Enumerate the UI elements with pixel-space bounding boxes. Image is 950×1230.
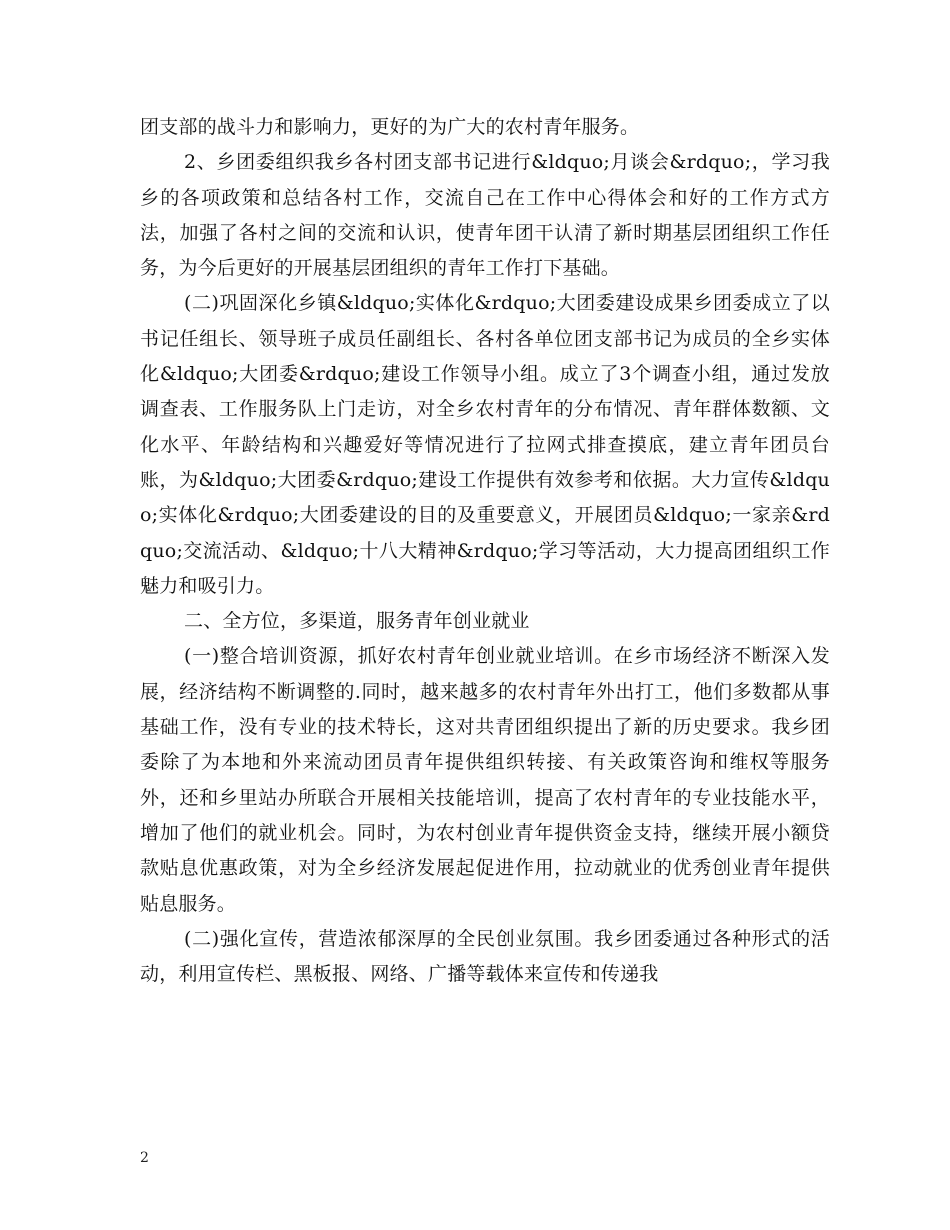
page-number: 2 <box>140 1150 149 1166</box>
section-heading: 二、全方位，多渠道，服务青年创业就业 <box>184 610 530 633</box>
paragraph-3: (二)巩固深化乡镇&ldquo;实体化&rdquo;大团委建设成果乡团委成立了以书记任组长、领导班子成员任副组长、各村各单位团支部书记为成员的全乡实体化&ldquo;大团委&rdquo;建设工作领导小组。成立了3个调查小组，通过发放调查表、工作服务队上门走访，对全乡农村青年的分布情况、青年群体数额、文化水平、年龄结构和兴趣爱好等情况进行了拉网式排查摸底，建立青年团员台账，为&ldquo;大团委&rdquo;建设工作提供有效参考和依据。大力宣传&ldquo;实体化&rdquo;大团委建设的目的及重要意义，开展团员&ldquo;一家亲&rdquo;交流活动、&ldquo;十八大精神&rdquo;学习等活动，大力提高团组织工作魅力和吸引力。 <box>140 292 830 597</box>
body-text <box>140 110 830 992</box>
paragraph-2: 2、乡团委组织我乡各村团支部书记进行&ldquo;月谈会&rdquo;，学习我乡的各项政策和总结各村工作，交流自己在工作中心得体会和好的工作方式方法，加强了各村之间的交流和认识，使青年团干认清了新时期基层团组织工作任务，为今后更好的开展基层团组织的青年工作打下基础。 <box>140 151 830 280</box>
paragraph-4: (一)整合培训资源，抓好农村青年创业就业培训。在乡市场经济不断深入发展，经济结构不断调整的.同时，越来越多的农村青年外出打工，他们多数都从事基础工作，没有专业的技术特长，这对共青团组织提出了新的历史要求。我乡团委除了为本地和外来流动团员青年提供组织转接、有关政策咨询和维权等服务外，还和乡里站办所联合开展相关技能培训，提高了农村青年的专业技能水平，增加了他们的就业机会。同时，为农村创业青年提供资金支持，继续开展小额贷款贴息优惠政策，对为全乡经济发展起促进作用，拉动就业的优秀创业青年提供贴息服务。 <box>140 645 830 915</box>
paragraph-5: (二)强化宣传，营造浓郁深厚的全民创业氛围。我乡团委通过各种形式的活动，利用宣传栏、黑板报、网络、广播等载体来宣传和传递我 <box>140 927 830 986</box>
paragraph-1: 团支部的战斗力和影响力，更好的为广大的农村青年服务。 <box>140 116 640 138</box>
